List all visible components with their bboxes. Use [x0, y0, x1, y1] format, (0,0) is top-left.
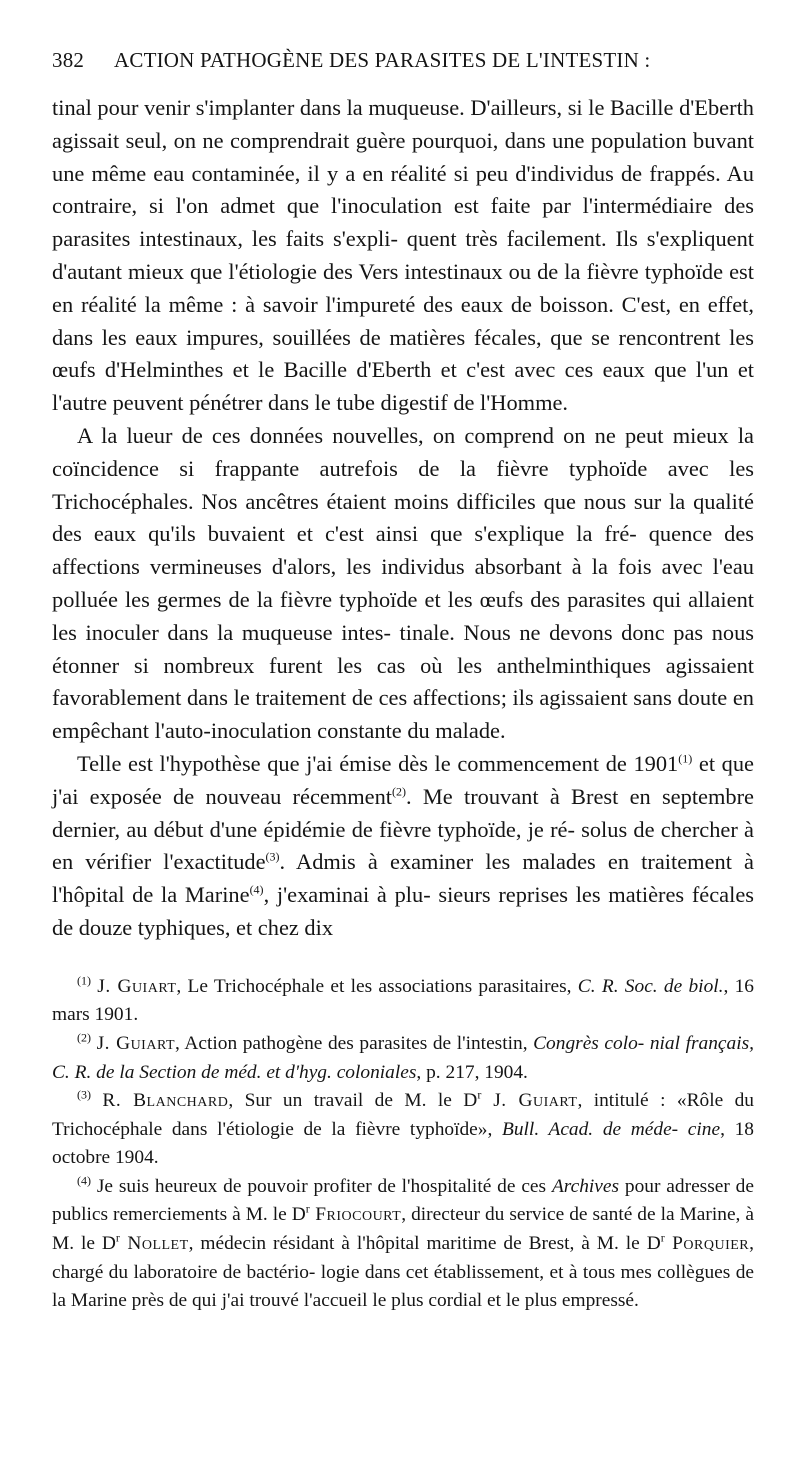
footnote-3 [52, 1087, 754, 1173]
footnote-1-date: , 16 mars 1901. [52, 975, 755, 1026]
paragraph-3-text-a: Telle est l'hypothèse que j'ai émise dès le commencement de 1901 [77, 750, 679, 776]
footnote-4-sup-1: r [305, 1202, 310, 1216]
footnote-2-text: , Action pathogène des parasites de l'intestin, [175, 1032, 534, 1054]
footnote-1-author: J. Guiart [97, 975, 177, 997]
footnote-ref-3: (3) [265, 849, 280, 864]
footnote-2-author: J. Guiart [96, 1032, 176, 1054]
footnote-4-text-d: , médecin résidant à l'hôpital maritime de Brest, à M. le D [188, 1233, 661, 1255]
footnote-3-author-2: J. Guiart [481, 1090, 578, 1112]
footnote-4 [52, 1173, 754, 1316]
footnote-ref-2: (2) [392, 784, 407, 799]
paragraph-3-text-e: , j'examinai à plu- sieurs reprises les matières fécales de douze typhiques, et chez dix [52, 882, 754, 940]
footnote-3-dr-sup: r [477, 1087, 482, 1102]
running-title: ACTION PATHOGÈNE DES PARASITES DE L'INTESTIN : [114, 48, 651, 72]
footnote-3-author: R. Blanchard [102, 1090, 229, 1112]
footnote-1-journal: C. R. Soc. de biol. [577, 975, 724, 997]
footnote-1-mark: (1) [77, 973, 91, 988]
footnote-4-text-a: Je suis heureux de pouvoir profiter de l'hospitalité de ces [91, 1175, 552, 1197]
paragraph-1: tinal pour venir s'implanter dans la muqueuse. D'ailleurs, si le Bacille d'Eberth agissait seul, on ne comprendrait guère pourquoi, dans une population buvant une même eau contaminée, il y a en réalité si peu d'individus de frappés. Au contraire, si l'on admet que l'inoculation est faite par l'intermédiaire des parasites intestinaux, les faits s'expli- quent très facilement. Ils s'expliquent d'autant mieux que l'étiologie des Vers intestinaux ou de la fièvre typhoïde est en réalité la même : à savoir l'impureté des eaux de boisson. C'est, en effet, dans les eaux impures, souillées de matières fécales, que se rencontrent les œufs d'Helminthes et le Bacille d'Eberth et c'est avec ces eaux que l'un et l'autre peuvent pénétrer dans le tube digestif de l'Homme. [52, 95, 754, 416]
footnote-4-text-b: pour adresser de publics remerciements à M. le D [52, 1175, 754, 1226]
document-page [52, 40, 754, 1316]
footnote-1 [52, 973, 754, 1030]
footnotes [52, 973, 754, 1316]
footnote-4-text-c: , directeur du service de santé de la Marine, à M. le D [52, 1204, 754, 1255]
footnote-4-name-1: Friocourt [309, 1204, 402, 1226]
footnote-4-text-e: , chargé du laboratoire de bactério- logie dans cet établissement, et à tous mes collègues de la Marine près de qui j'ai trouvé l'accueil le plus cordial et le plus empressé. [52, 1233, 754, 1312]
footnote-1-text: , Le Trichocéphale et les associations parasitaires, [176, 975, 578, 997]
paragraph-3-text-d: . Admis à examiner les malades en traitement à l'hôpital de la Marine [52, 849, 754, 908]
footnote-4-sup-3: r [660, 1230, 665, 1245]
footnote-3-journal: Bull. Acad. de méde- cine [502, 1118, 721, 1140]
footnote-2-journal: Congrès colo- nial français, C. R. de la Section de méd. et d'hyg. coloniales [52, 1032, 754, 1083]
footnote-2-mark: (2) [77, 1030, 91, 1045]
footnote-3-mark: (3) [77, 1087, 91, 1102]
paragraph-3 [52, 748, 754, 945]
main-text [52, 92, 754, 945]
paragraph-3-text-c: . Me trouvant à Brest en septembre dernier, au début d'une épidémie de fièvre typhoïde, je ré- solus de chercher à en vérifier l'exactitude [52, 783, 754, 875]
footnote-2 [52, 1030, 754, 1087]
footnote-2-date: , p. 217, 1904. [416, 1061, 528, 1083]
paragraph-3-text-b: et que j'ai exposée de nouveau récemment [52, 750, 754, 809]
running-header [52, 40, 754, 80]
footnote-4-sup-2: r [115, 1230, 120, 1245]
footnote-3-text-b: , intitulé : «Rôle du Trichocéphale dans l'étiologie de la fièvre typhoïde», [52, 1090, 754, 1140]
paragraph-2: A la lueur de ces données nouvelles, on comprend on ne peut mieux la coïncidence si frappante autrefois de la fièvre typhoïde avec les Trichocéphales. Nos ancêtres étaient moins difficiles que nous sur la qualité des eaux qu'ils buvaient et c'est ainsi que s'explique la fré- quence des affections vermineuses d'alors, les individus absorbant à la fois avec l'eau polluée les germes de la fièvre typhoïde et les œufs des parasites qui allaient les inoculer dans la muqueuse intes- tinale. Nous ne devons donc pas nous étonner si nombreux furent les cas où les anthelminthiques agissaient favorablement dans le traitement de ces affections; ils agissaient sans doute en empêchant l'auto-inoculation constante du malade. [52, 422, 754, 744]
footnote-4-name-3: Porquier [664, 1233, 750, 1255]
footnote-3-text-a: , Sur un travail de M. le D [228, 1090, 478, 1112]
footnote-4-name-2: Nollet [119, 1233, 189, 1255]
footnote-ref-4: (4) [249, 882, 264, 897]
footnote-ref-1: (1) [678, 751, 693, 766]
footnote-4-archives: Archives [551, 1175, 620, 1197]
page-number: 382 [52, 48, 85, 72]
footnote-3-date: , 18 octobre 1904. [52, 1118, 755, 1169]
footnote-4-mark: (4) [77, 1173, 91, 1188]
